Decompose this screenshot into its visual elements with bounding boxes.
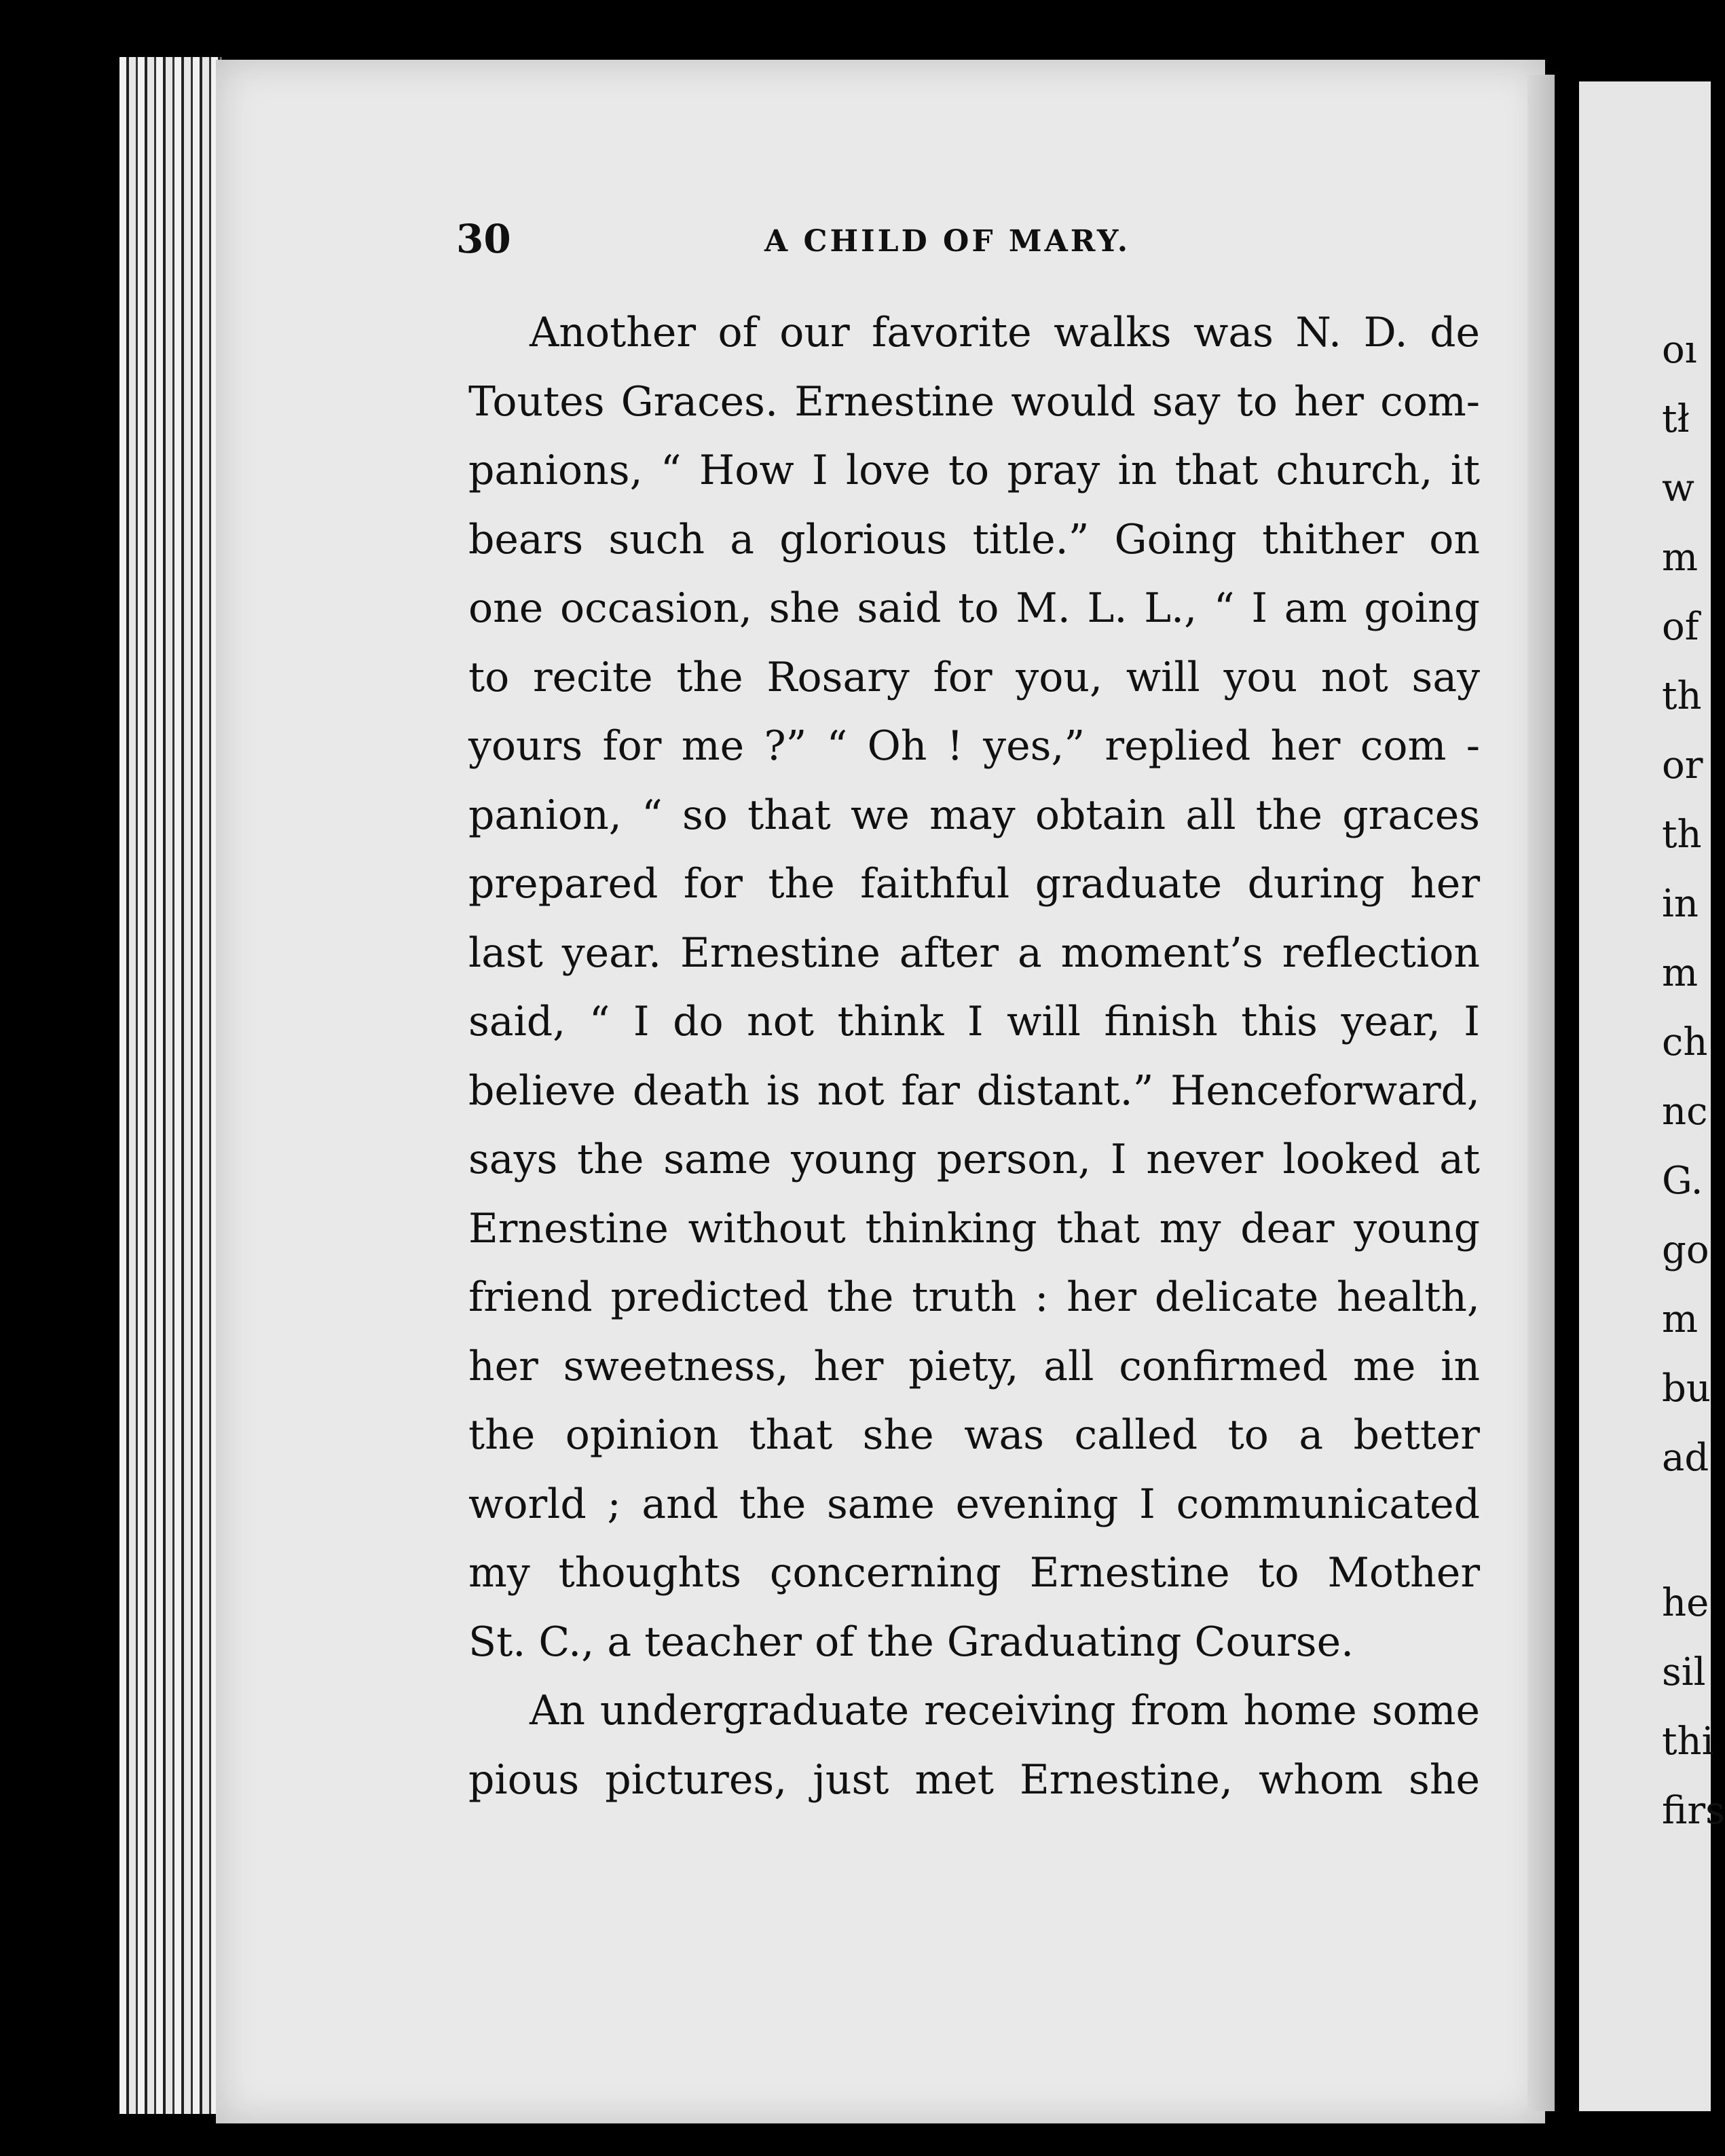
adjacent-page-fragment: or xyxy=(1662,743,1703,787)
text-line: prepared for the faithful graduate during her xyxy=(468,860,1480,908)
text-line: the opinion that she was called to a better xyxy=(468,1411,1480,1459)
text-line: friend predicted the truth : her delicate health, xyxy=(468,1274,1480,1321)
text-line: said, “ I do not think I will finish this year, I xyxy=(468,998,1480,1045)
text-line: St. C., a teacher of the Graduating Course. xyxy=(468,1618,1354,1666)
adjacent-page-fragment: G. xyxy=(1662,1159,1703,1203)
text-line: pious pictures, just met Ernestine, whom she xyxy=(468,1755,1480,1804)
adjacent-page-fragment: go xyxy=(1662,1228,1709,1272)
adjacent-page-fragment: of xyxy=(1662,605,1699,649)
text-line: says the same young person, I never looked at xyxy=(468,1136,1480,1183)
adjacent-page-fragment: firs xyxy=(1662,1789,1725,1833)
paragraph xyxy=(468,1677,1480,1815)
adjacent-page-fragment: ad xyxy=(1662,1436,1709,1480)
text-line: panion, “ so that we may obtain all the graces xyxy=(468,791,1480,839)
running-header xyxy=(456,216,1474,263)
text-line: Ernestine without thinking that my dear young xyxy=(468,1204,1480,1252)
adjacent-page-fragment: nc xyxy=(1662,1090,1708,1134)
page-edges xyxy=(119,57,221,2114)
adjacent-page-fragment: tł xyxy=(1662,397,1690,441)
adjacent-page-fragment: oı xyxy=(1662,328,1697,372)
adjacent-page-fragment: w xyxy=(1662,466,1694,510)
text-line: panions, “ How I love to pray in that church, it xyxy=(468,447,1480,494)
adjacent-page-fragment: m xyxy=(1662,951,1699,995)
text-line: yours for me ?” “ Oh ! yes,” replied her com - xyxy=(468,722,1480,770)
running-title: A CHILD OF MARY. xyxy=(764,224,1131,259)
text-line: An undergraduate receiving from home some xyxy=(530,1687,1480,1734)
text-line: Toutes Graces. Ernestine would say to her com- xyxy=(468,377,1480,426)
page-gap xyxy=(1555,0,1579,2156)
adjacent-page-fragment: ch xyxy=(1662,1020,1708,1064)
body-text xyxy=(468,299,1480,1815)
text-line: bears such a glorious title.” Going thither on xyxy=(468,515,1480,563)
adjacent-page-fragment: m xyxy=(1662,536,1699,580)
text-line: her sweetness, her piety, all confirmed me in xyxy=(468,1342,1480,1390)
text-line: world ; and the same evening I communicated xyxy=(468,1480,1480,1528)
text-line: Another of our favorite walks was N. D. de xyxy=(530,309,1480,356)
adjacent-page-fragment: sil xyxy=(1662,1650,1706,1694)
adjacent-page-fragment: th xyxy=(1662,674,1702,718)
text-line: my thoughts çoncerning Ernestine to Mother xyxy=(468,1549,1480,1597)
adjacent-page-fragment: bu xyxy=(1662,1367,1711,1411)
page-number: 30 xyxy=(456,216,511,262)
text-line: last year. Ernestine after a moment’s reflection xyxy=(468,929,1480,977)
adjacent-page-fragment: thi xyxy=(1662,1720,1714,1764)
adjacent-page-fragment: he xyxy=(1662,1581,1709,1625)
text-line: one occasion, she said to M. L. L., “ I am going xyxy=(468,584,1480,632)
adjacent-page-fragment: m xyxy=(1662,1297,1699,1341)
adjacent-page xyxy=(1579,81,1725,2111)
text-line: believe death is not far distant.” Henceforward, xyxy=(468,1066,1480,1115)
adjacent-page-fragment: th xyxy=(1662,813,1702,857)
page-gutter-shadow xyxy=(1527,75,1555,2111)
adjacent-page-fragment: in xyxy=(1662,882,1699,926)
paragraph xyxy=(468,299,1480,1677)
text-line: to recite the Rosary for you, will you not say xyxy=(468,653,1480,701)
